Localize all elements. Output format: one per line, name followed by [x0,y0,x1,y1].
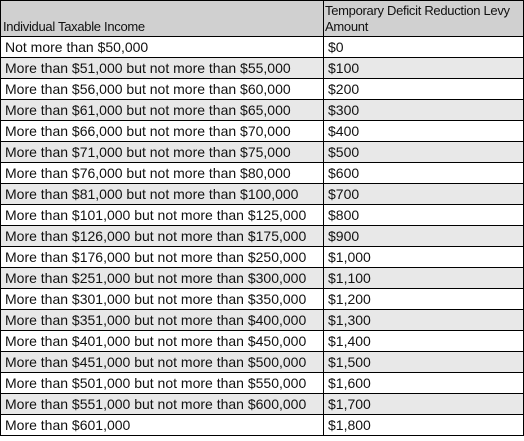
levy-amount-cell: $1,800 [324,415,524,436]
income-bracket-cell: More than $101,000 but not more than $125,000 [1,205,324,226]
levy-amount-cell: $1,400 [324,331,524,352]
table-row [1,268,524,289]
table-row [1,394,524,415]
table-row [1,226,524,247]
table-row [1,289,524,310]
table-row [1,331,524,352]
income-bracket-cell: More than $551,000 but not more than $600,000 [1,394,324,415]
levy-amount-cell: $1,100 [324,268,524,289]
income-bracket-cell: More than $126,000 but not more than $175,000 [1,226,324,247]
levy-amount-cell: $500 [324,142,524,163]
levy-amount-cell: $900 [324,226,524,247]
income-bracket-cell: More than $66,000 but not more than $70,000 [1,121,324,142]
income-bracket-cell: Not more than $50,000 [1,37,324,58]
table-row [1,79,524,100]
levy-amount-cell: $0 [324,37,524,58]
table-row [1,58,524,79]
header-income: Individual Taxable Income [1,1,324,37]
table-row [1,100,524,121]
income-bracket-cell: More than $251,000 but not more than $300,000 [1,268,324,289]
table-row [1,352,524,373]
levy-amount-cell: $400 [324,121,524,142]
income-bracket-cell: More than $351,000 but not more than $400,000 [1,310,324,331]
income-bracket-cell: More than $56,000 but not more than $60,000 [1,79,324,100]
table-row [1,205,524,226]
table-body [1,37,524,436]
table-row [1,121,524,142]
levy-amount-cell: $700 [324,184,524,205]
income-bracket-cell: More than $176,000 but not more than $250,000 [1,247,324,268]
income-bracket-cell: More than $51,000 but not more than $55,000 [1,58,324,79]
header-row [1,1,524,37]
table-row [1,163,524,184]
income-bracket-cell: More than $61,000 but not more than $65,000 [1,100,324,121]
levy-amount-cell: $100 [324,58,524,79]
table-header [1,1,524,37]
levy-amount-cell: $1,000 [324,247,524,268]
income-bracket-cell: More than $76,000 but not more than $80,000 [1,163,324,184]
income-bracket-cell: More than $601,000 [1,415,324,436]
table-row [1,37,524,58]
income-bracket-cell: More than $71,000 but not more than $75,000 [1,142,324,163]
income-bracket-cell: More than $81,000 but not more than $100,000 [1,184,324,205]
table-row [1,373,524,394]
income-bracket-cell: More than $501,000 but not more than $550,000 [1,373,324,394]
income-bracket-cell: More than $301,000 but not more than $350,000 [1,289,324,310]
income-bracket-cell: More than $451,000 but not more than $500,000 [1,352,324,373]
header-levy-amount: Temporary Deficit Reduction Levy Amount [324,1,524,37]
table-row [1,415,524,436]
table-row [1,142,524,163]
table-row [1,310,524,331]
levy-amount-cell: $1,600 [324,373,524,394]
income-bracket-cell: More than $401,000 but not more than $450,000 [1,331,324,352]
levy-amount-cell: $800 [324,205,524,226]
levy-amount-cell: $1,500 [324,352,524,373]
levy-amount-cell: $300 [324,100,524,121]
levy-amount-cell: $1,200 [324,289,524,310]
levy-amount-cell: $200 [324,79,524,100]
levy-amount-cell: $600 [324,163,524,184]
table-row [1,184,524,205]
table-row [1,247,524,268]
levy-amount-cell: $1,700 [324,394,524,415]
levy-amount-cell: $1,300 [324,310,524,331]
